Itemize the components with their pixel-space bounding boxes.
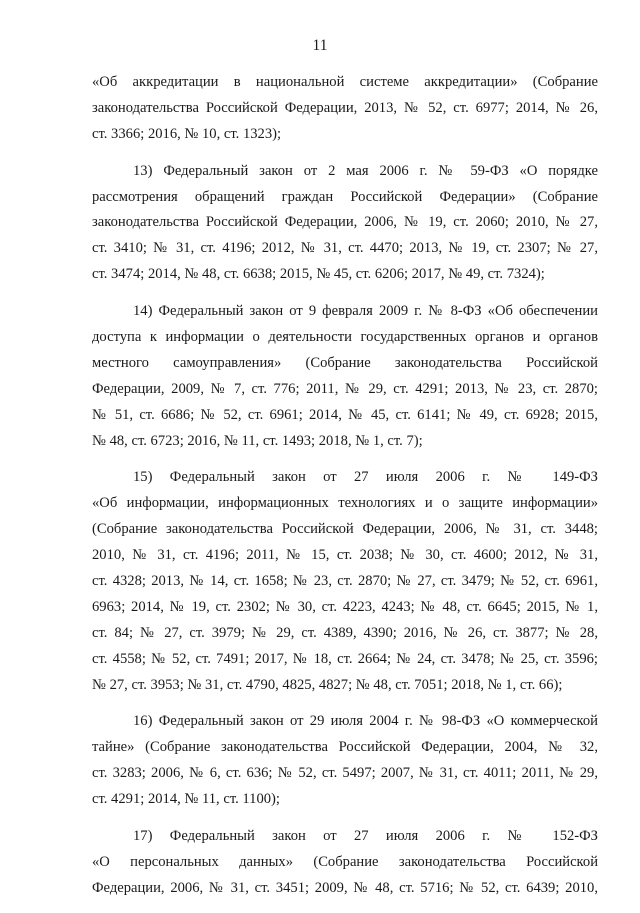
page-number: 11 xyxy=(312,37,328,54)
text-line: законодательства Российской Федерации, 2006, № 19, ст. 2060; 2010, № 27, xyxy=(92,214,598,231)
text-line: 14) Федеральный закон от 9 февраля 2009 г. № 8-ФЗ «Об обеспечении xyxy=(133,303,598,320)
text-line: ст. 3410; № 31, ст. 4196; 2012, № 31, ст. 4470; 2013, № 19, ст. 2307; № 27, xyxy=(92,240,598,257)
text-line: ст. 3283; 2006, № 6, ст. 636; № 52, ст. 5497; 2007, № 31, ст. 4011; 2011, № 29, xyxy=(92,765,598,782)
text-line: 13) Федеральный закон от 2 мая 2006 г. № 59-ФЗ «О порядке xyxy=(133,162,598,179)
text-line: ст. 3474; 2014, № 48, ст. 6638; 2015, № 45, ст. 6206; 2017, № 49, ст. 7324); xyxy=(92,266,545,283)
text-line: рассмотрения обращений граждан Российской Федерации» (Собрание xyxy=(92,188,598,205)
text-line: 16) Федеральный закон от 29 июля 2004 г. № 98-ФЗ «О коммерческой xyxy=(133,713,598,730)
text-line: «Об информации, информационных технологиях и о защите информации» xyxy=(92,495,598,512)
text-line: доступа к информации о деятельности государственных органов и органов xyxy=(92,329,598,346)
paragraph-item-15 xyxy=(92,465,598,698)
text-line: ст. 84; № 27, ст. 3979; № 29, ст. 4389, 4390; 2016, № 26, ст. 3877; № 28, xyxy=(92,624,598,641)
text-line: № 51, ст. 6686; № 52, ст. 6961; 2014, № 45, ст. 6141; № 49, ст. 6928; 2015, xyxy=(92,406,598,423)
paragraph-continuation xyxy=(92,70,598,148)
paragraph-item-17 xyxy=(92,824,598,902)
text-line: «О персональных данных» (Собрание законодательства Российской xyxy=(92,853,598,870)
text-line: законодательства Российской Федерации, 2013, № 52, ст. 6977; 2014, № 26, xyxy=(92,99,598,116)
text-line: № 27, ст. 3953; № 31, ст. 4790, 4825, 4827; № 48, ст. 7051; 2018, № 1, ст. 66); xyxy=(92,676,563,693)
text-line: 6963; 2014, № 19, ст. 2302; № 30, ст. 4223, 4243; № 48, ст. 6645; 2015, № 1, xyxy=(92,598,598,615)
text-line: местного самоуправления» (Собрание законодательства Российской xyxy=(92,354,598,371)
paragraph-item-13 xyxy=(92,159,598,288)
text-line: Федерации, 2006, № 31, ст. 3451; 2009, № 48, ст. 5716; № 52, ст. 6439; 2010, xyxy=(92,879,598,896)
text-line: Федерации, 2009, № 7, ст. 776; 2011, № 29, ст. 4291; 2013, № 23, ст. 2870; xyxy=(92,380,598,397)
paragraph-item-16 xyxy=(92,709,598,813)
text-line: ст. 4291; 2014, № 11, ст. 1100); xyxy=(92,791,280,808)
text-line: ст. 3366; 2016, № 10, ст. 1323); xyxy=(92,125,282,142)
text-line: ст. 4558; № 52, ст. 7491; 2017, № 18, ст. 2664; № 24, ст. 3478; № 25, ст. 3596; xyxy=(92,650,598,667)
text-line: тайне» (Собрание законодательства Российской Федерации, 2004, № 32, xyxy=(92,739,598,756)
text-line: ст. 4328; 2013, № 14, ст. 1658; № 23, ст. 2870; № 27, ст. 3479; № 52, ст. 6961, xyxy=(92,573,598,590)
document-body xyxy=(92,70,598,913)
text-line: 15) Федеральный закон от 27 июля 2006 г. № 149-ФЗ xyxy=(133,469,598,486)
paragraph-item-14 xyxy=(92,299,598,454)
text-line: (Собрание законодательства Российской Федерации, 2006, № 31, ст. 3448; xyxy=(92,521,598,538)
text-line: «Об аккредитации в национальной системе аккредитации» (Собрание xyxy=(92,74,598,90)
text-line: № 48, ст. 6723; 2016, № 11, ст. 1493; 2018, № 1, ст. 7); xyxy=(92,432,423,449)
text-line: 17) Федеральный закон от 27 июля 2006 г. № 152-ФЗ xyxy=(133,828,598,845)
text-line: 2010, № 31, ст. 4196; 2011, № 15, ст. 2038; № 30, ст. 4600; 2012, № 31, xyxy=(92,547,598,564)
